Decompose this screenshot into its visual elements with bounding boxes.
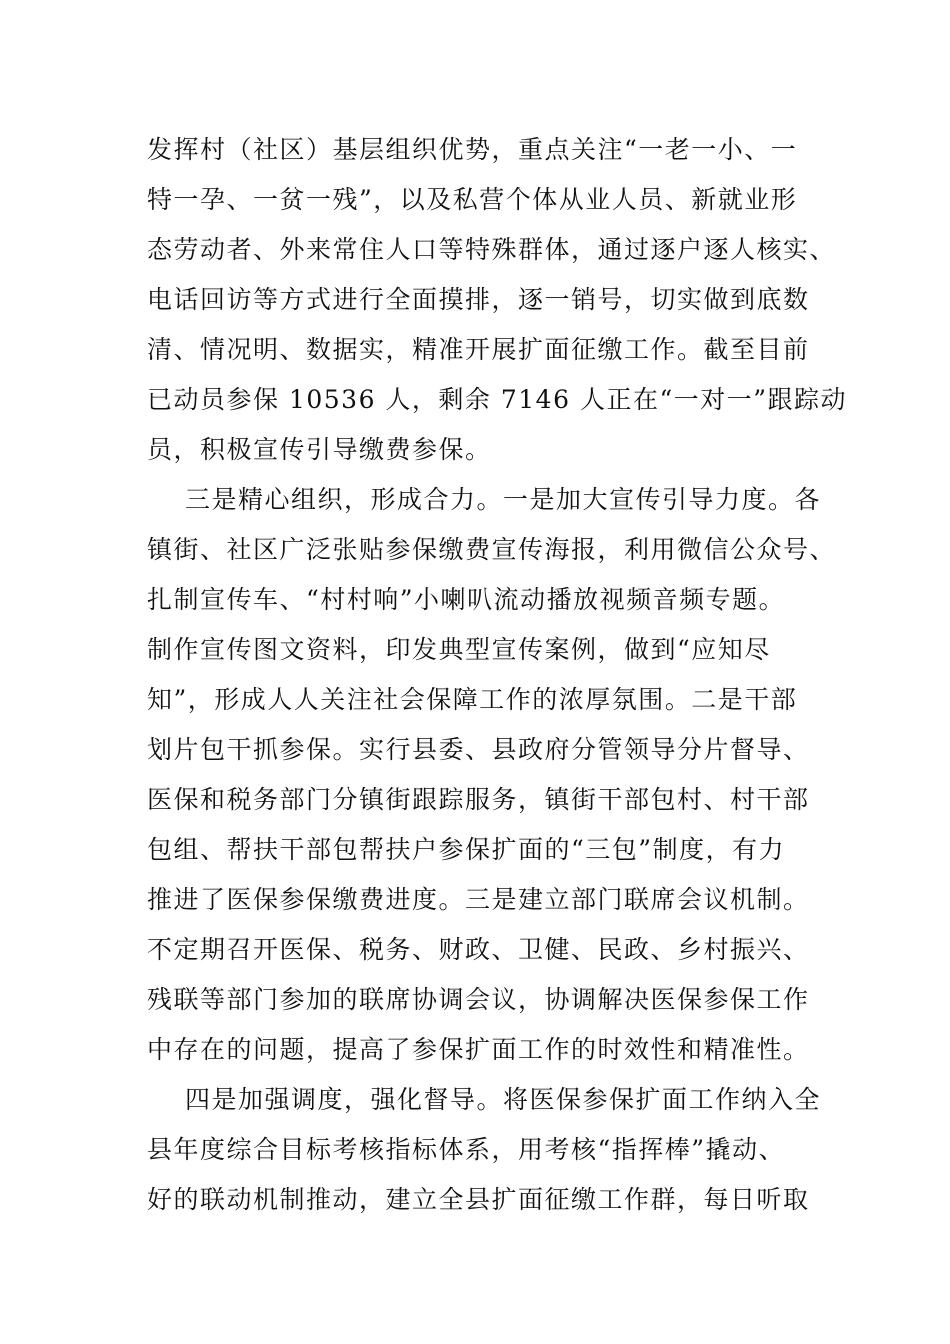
text-line: 残联等部门参加的联席协调会议，协调解决医保参保工作 — [147, 985, 810, 1014]
text-line: 态劳动者、外来常住人口等特殊群体，通过逐户逐人核实、 — [147, 235, 837, 264]
text-line: 制作宣传图文资料，印发典型宣传案例，做到“应知尽 — [147, 635, 771, 664]
text-line: 划片包干抓参保。实行县委、县政府分管领导分片督导、 — [147, 735, 810, 764]
text-line: 发挥村（社区）基层组织优势，重点关注“一老一小、一 — [147, 135, 798, 164]
text-line: 不定期召开医保、税务、财政、卫健、民政、乡村振兴、 — [147, 935, 810, 964]
text-line: 特一孕、一贫一残”，以及私营个体从业人员、新就业形 — [147, 185, 798, 214]
text-line: 医保和税务部门分镇街跟踪服务，镇街干部包村、村干部 — [147, 785, 810, 814]
text-line: 中存在的问题，提高了参保扩面工作的时效性和精准性。 — [147, 1035, 810, 1064]
text-line: 包组、帮扶干部包帮扶户参保扩面的“三包”制度，有力 — [147, 835, 786, 864]
text-line: 扎制宣传车、“村村响”小喇叭流动播放视频音频专题。 — [147, 585, 786, 614]
text-line: 员，积极宣传引导缴费参保。 — [147, 435, 492, 464]
body-text — [147, 125, 848, 1225]
paragraph-start-line: 四是加强调度，强化督导。将医保参保扩面工作纳入全 — [185, 1085, 822, 1114]
text-line: 镇街、社区广泛张贴参保缴费宣传海报，利用微信公众号、 — [147, 535, 837, 564]
text-line: 电话回访等方式进行全面摸排，逐一销号，切实做到底数 — [147, 285, 810, 314]
text-line: 推进了医保参保缴费进度。三是建立部门联席会议机制。 — [147, 885, 810, 914]
text-line: 好的联动机制推动，建立全县扩面征缴工作群，每日听取 — [147, 1185, 810, 1214]
text-line: 已动员参保 10536 人，剩余 7146 人正在“一对一”跟踪动 — [147, 385, 848, 414]
text-line: 县年度综合目标考核指标体系，用考核“指挥棒”撬动、 — [147, 1135, 786, 1164]
paragraph-start-line: 三是精心组织，形成合力。一是加大宣传引导力度。各 — [185, 485, 822, 514]
text-line: 清、情况明、数据实，精准开展扩面征缴工作。截至目前 — [147, 335, 810, 364]
text-line: 知”，形成人人关注社会保障工作的浓厚氛围。二是干部 — [147, 685, 798, 714]
